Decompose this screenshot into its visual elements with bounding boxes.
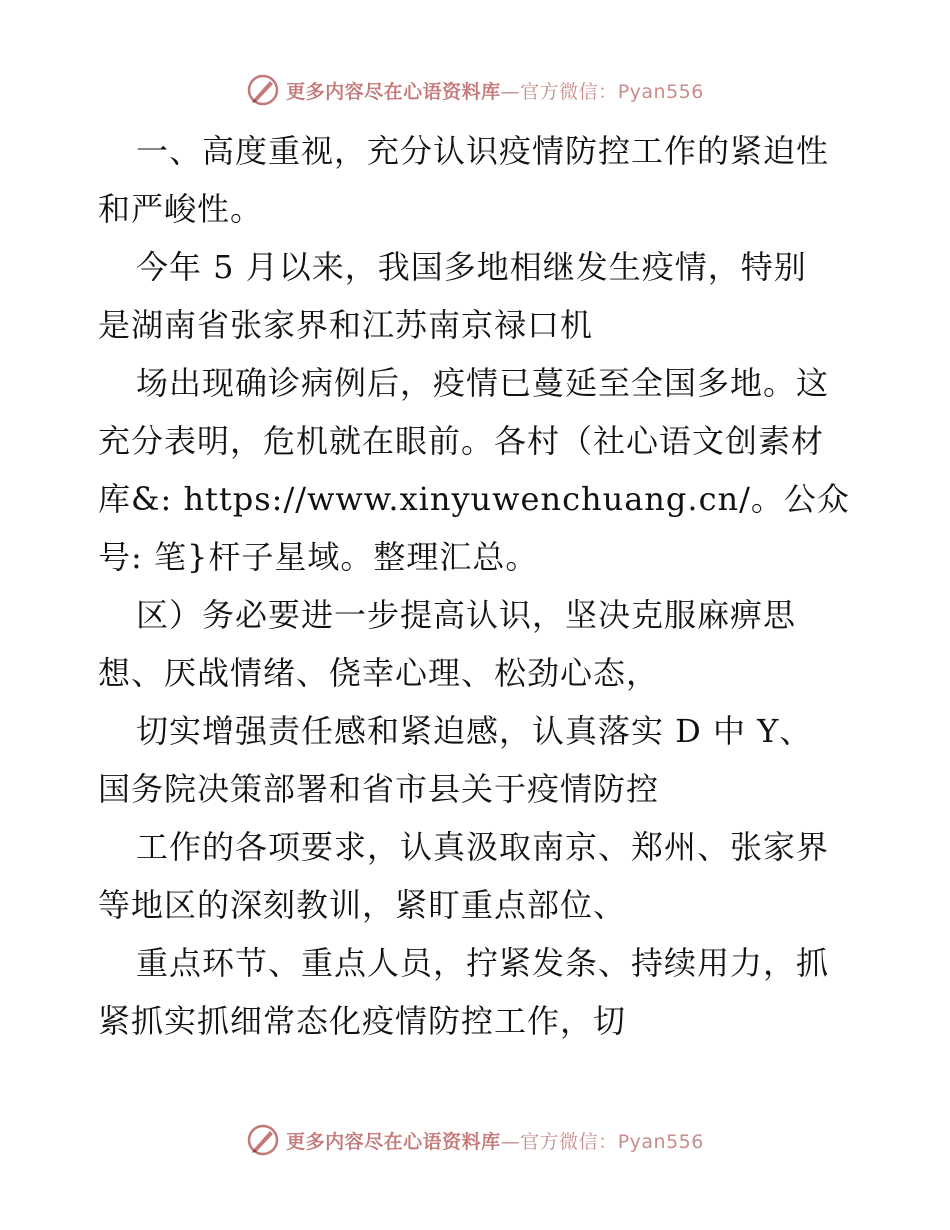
text-line: 工作的各项要求，认真汲取南京、郑州、张家界 xyxy=(136,828,830,866)
footer-watermark xyxy=(0,1120,950,1160)
text-line: 今年 5 月以来，我国多地相继发生疫情，特别 xyxy=(136,248,807,286)
paragraph-1 xyxy=(98,122,868,238)
watermark-site-label: 更多内容尽在心语资料库 xyxy=(286,80,501,103)
text-line: 重点环节、重点人员，拧紧发条、持续用力，抓 xyxy=(136,944,830,982)
paragraph-5 xyxy=(98,702,868,818)
text-line: 库&: https://www.xinyuwenchuang.cn/。公众 xyxy=(98,480,850,518)
text-line: 一、高度重视，充分认识疫情防控工作的紧迫性 xyxy=(136,132,830,170)
watermark-site-label: 更多内容尽在心语资料库 xyxy=(286,1130,501,1153)
paragraph-6 xyxy=(98,818,868,934)
paragraph-4 xyxy=(98,586,868,702)
watermark-wechat-id: Pyan556 xyxy=(617,80,704,103)
watermark-separator: — xyxy=(500,1130,521,1153)
header-watermark xyxy=(0,70,950,110)
paragraph-3 xyxy=(98,354,868,586)
text-line: 号: 笔}杆子星域。整理汇总。 xyxy=(98,538,539,576)
text-line: 等地区的深刻教训，紧盯重点部位、 xyxy=(98,886,627,924)
watermark-separator: — xyxy=(500,80,521,103)
text-line: 和严峻性。 xyxy=(98,190,264,228)
document-body xyxy=(98,122,868,1050)
paragraph-7 xyxy=(98,934,868,1050)
text-line: 国务院决策部署和省市县关于疫情防控 xyxy=(98,770,660,808)
text-line: 切实增强责任感和紧迫感，认真落实 D 中 Y、 xyxy=(136,712,813,750)
watermark-wechat-label: 官方微信： xyxy=(520,1130,618,1153)
quill-pen-logo-icon xyxy=(246,73,280,107)
watermark-wechat-label: 官方微信： xyxy=(520,80,618,103)
text-line: 是湖南省张家界和江苏南京禄口机 xyxy=(98,306,594,344)
text-line: 场出现确诊病例后，疫情已蔓延至全国多地。这 xyxy=(136,364,830,402)
text-line: 区）务必要进一步提高认识，坚决克服麻痹思 xyxy=(136,596,797,634)
text-line: 想、厌战情绪、侥幸心理、松劲心态， xyxy=(98,654,660,692)
text-line: 紧抓实抓细常态化疫情防控工作，切 xyxy=(98,1002,627,1040)
quill-pen-logo-icon xyxy=(246,1123,280,1157)
text-line: 充分表明，危机就在眼前。各村（社心语文创素材 xyxy=(98,422,825,460)
paragraph-2 xyxy=(98,238,868,354)
watermark-wechat-id: Pyan556 xyxy=(617,1130,704,1153)
